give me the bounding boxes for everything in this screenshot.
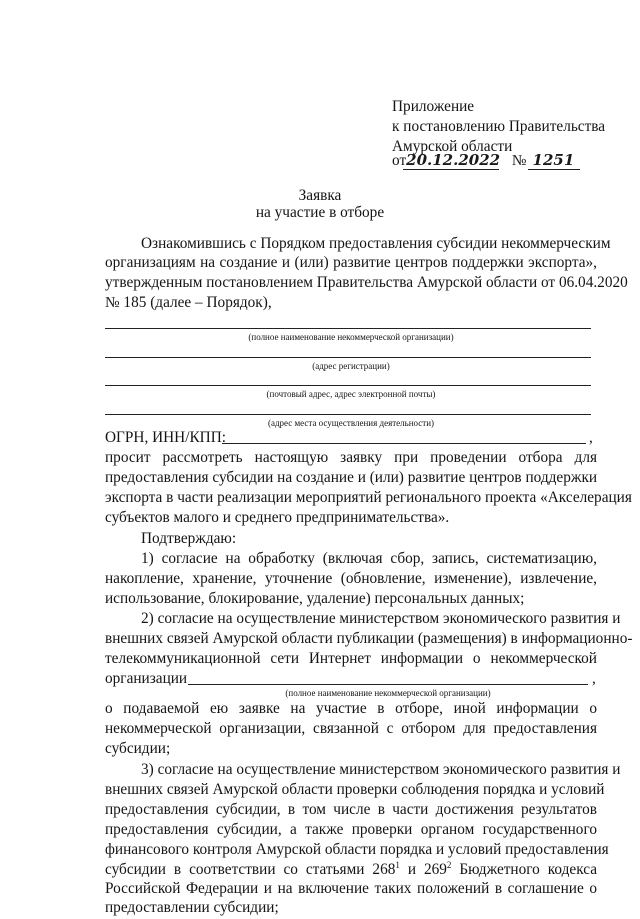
item2-line: 2) согласие на осуществление министерством экономического развития и — [141, 610, 621, 627]
request-line: субъектов малого и среднего предпринимательства». — [105, 509, 450, 526]
item2-line: телекоммуникационной сети Интернет информации о некоммерческой — [105, 650, 597, 667]
number-underline — [528, 169, 580, 170]
form-title: Заявка — [298, 187, 342, 204]
ogrn-comma: , — [589, 429, 593, 446]
item3-line6-text: субсидии в соответствии со статьями 268 — [105, 861, 396, 878]
intro-line: Ознакомившись с Порядком предоставления субсидии некоммерческим — [141, 235, 611, 252]
intro-line: организациям на создание и (или) развитие центров поддержки экспорта», — [105, 254, 597, 271]
handwritten-number: 1251 — [532, 151, 575, 169]
item3-line: финансового контроля Амурской области порядка и условий предоставления — [105, 841, 609, 858]
item3-line: предоставлении субсидии; — [105, 899, 279, 916]
item2-line: организации — [105, 670, 188, 687]
ogrn-label: ОГРН, ИНН/КПП: — [105, 429, 227, 446]
registration-address-caption: (адрес регистрации) — [312, 361, 390, 371]
decree-reference: к постановлению Правительства — [392, 118, 606, 135]
item3-line: предоставления субсидии, в том числе в части достижения результатов — [105, 801, 597, 818]
postal-address-blank — [105, 385, 591, 386]
article-268-superscript: 1 — [395, 859, 400, 870]
activity-address-caption: (адрес места осуществления деятельности) — [267, 418, 435, 428]
ogrn-blank — [222, 443, 586, 444]
org-name2-comma: , — [592, 670, 596, 687]
item3-line — [105, 860, 597, 881]
handwritten-date: 20.12.2022 — [406, 151, 501, 169]
intro-line: № 185 (далее – Порядок), — [105, 294, 272, 311]
article-269-superscript: 2 — [446, 859, 452, 870]
activity-address-blank — [105, 414, 591, 415]
item1-line: 1) согласие на обработку (включая сбор, запись, систематизацию, — [141, 550, 597, 567]
region-name: Амурской области — [392, 138, 513, 155]
number-prefix: № — [511, 152, 527, 169]
form-subtitle: на участие в отборе — [255, 204, 385, 221]
item2-line: внешних связей Амурской области публикации (размещения) в информационно- — [105, 630, 633, 647]
appendix-label: Приложение — [392, 98, 475, 115]
org-name2-caption: (полное наименование некоммерческой организации) — [285, 688, 491, 698]
item2-line: о подаваемой ею заявке на участие в отборе, иной информации о — [105, 700, 597, 717]
item3-line6-text: Бюджетного кодекса — [451, 861, 598, 878]
request-line: просит рассмотреть настоящую заявку при проведении отбора для — [105, 449, 597, 466]
item2-line: некоммерческой организации, связанной с отбором для предоставления — [105, 720, 597, 737]
org-name2-blank — [188, 684, 588, 685]
item3-line: предоставления субсидии, а также проверки органом государственного — [105, 821, 597, 838]
registration-address-blank — [105, 357, 591, 358]
org-name-blank — [105, 328, 591, 329]
intro-line: утвержденным постановлением Правительства Амурской области от 06.04.2020 — [105, 274, 628, 291]
item3-line: Российской Федерации и на включение таких положений в соглашение о — [105, 880, 597, 897]
item3-line6-text: и 269 — [399, 861, 447, 878]
request-line: предоставления субсидии на создание и (или) развитие центров поддержки — [105, 469, 598, 486]
org-name-caption: (полное наименование некоммерческой организации) — [248, 332, 454, 342]
postal-address-caption: (почтовый адрес, адрес электронной почты) — [266, 389, 436, 399]
item3-line: 3) согласие на осуществление министерством экономического развития и — [141, 761, 621, 778]
item1-line: использование, блокирование, удаление) персональных данных; — [105, 590, 525, 607]
date-prefix: от — [392, 152, 407, 169]
confirm-label: Подтверждаю: — [141, 530, 237, 547]
date-underline — [403, 169, 499, 170]
request-line: экспорта в части реализации мероприятий регионального проекта «Акселерация — [105, 489, 632, 506]
item3-line: внешних связей Амурской области проверки соблюдения порядка и условий — [105, 781, 605, 798]
item1-line: накопление, хранение, уточнение (обновление, изменение), извлечение, — [105, 570, 597, 587]
item2-line: субсидии; — [105, 740, 171, 757]
